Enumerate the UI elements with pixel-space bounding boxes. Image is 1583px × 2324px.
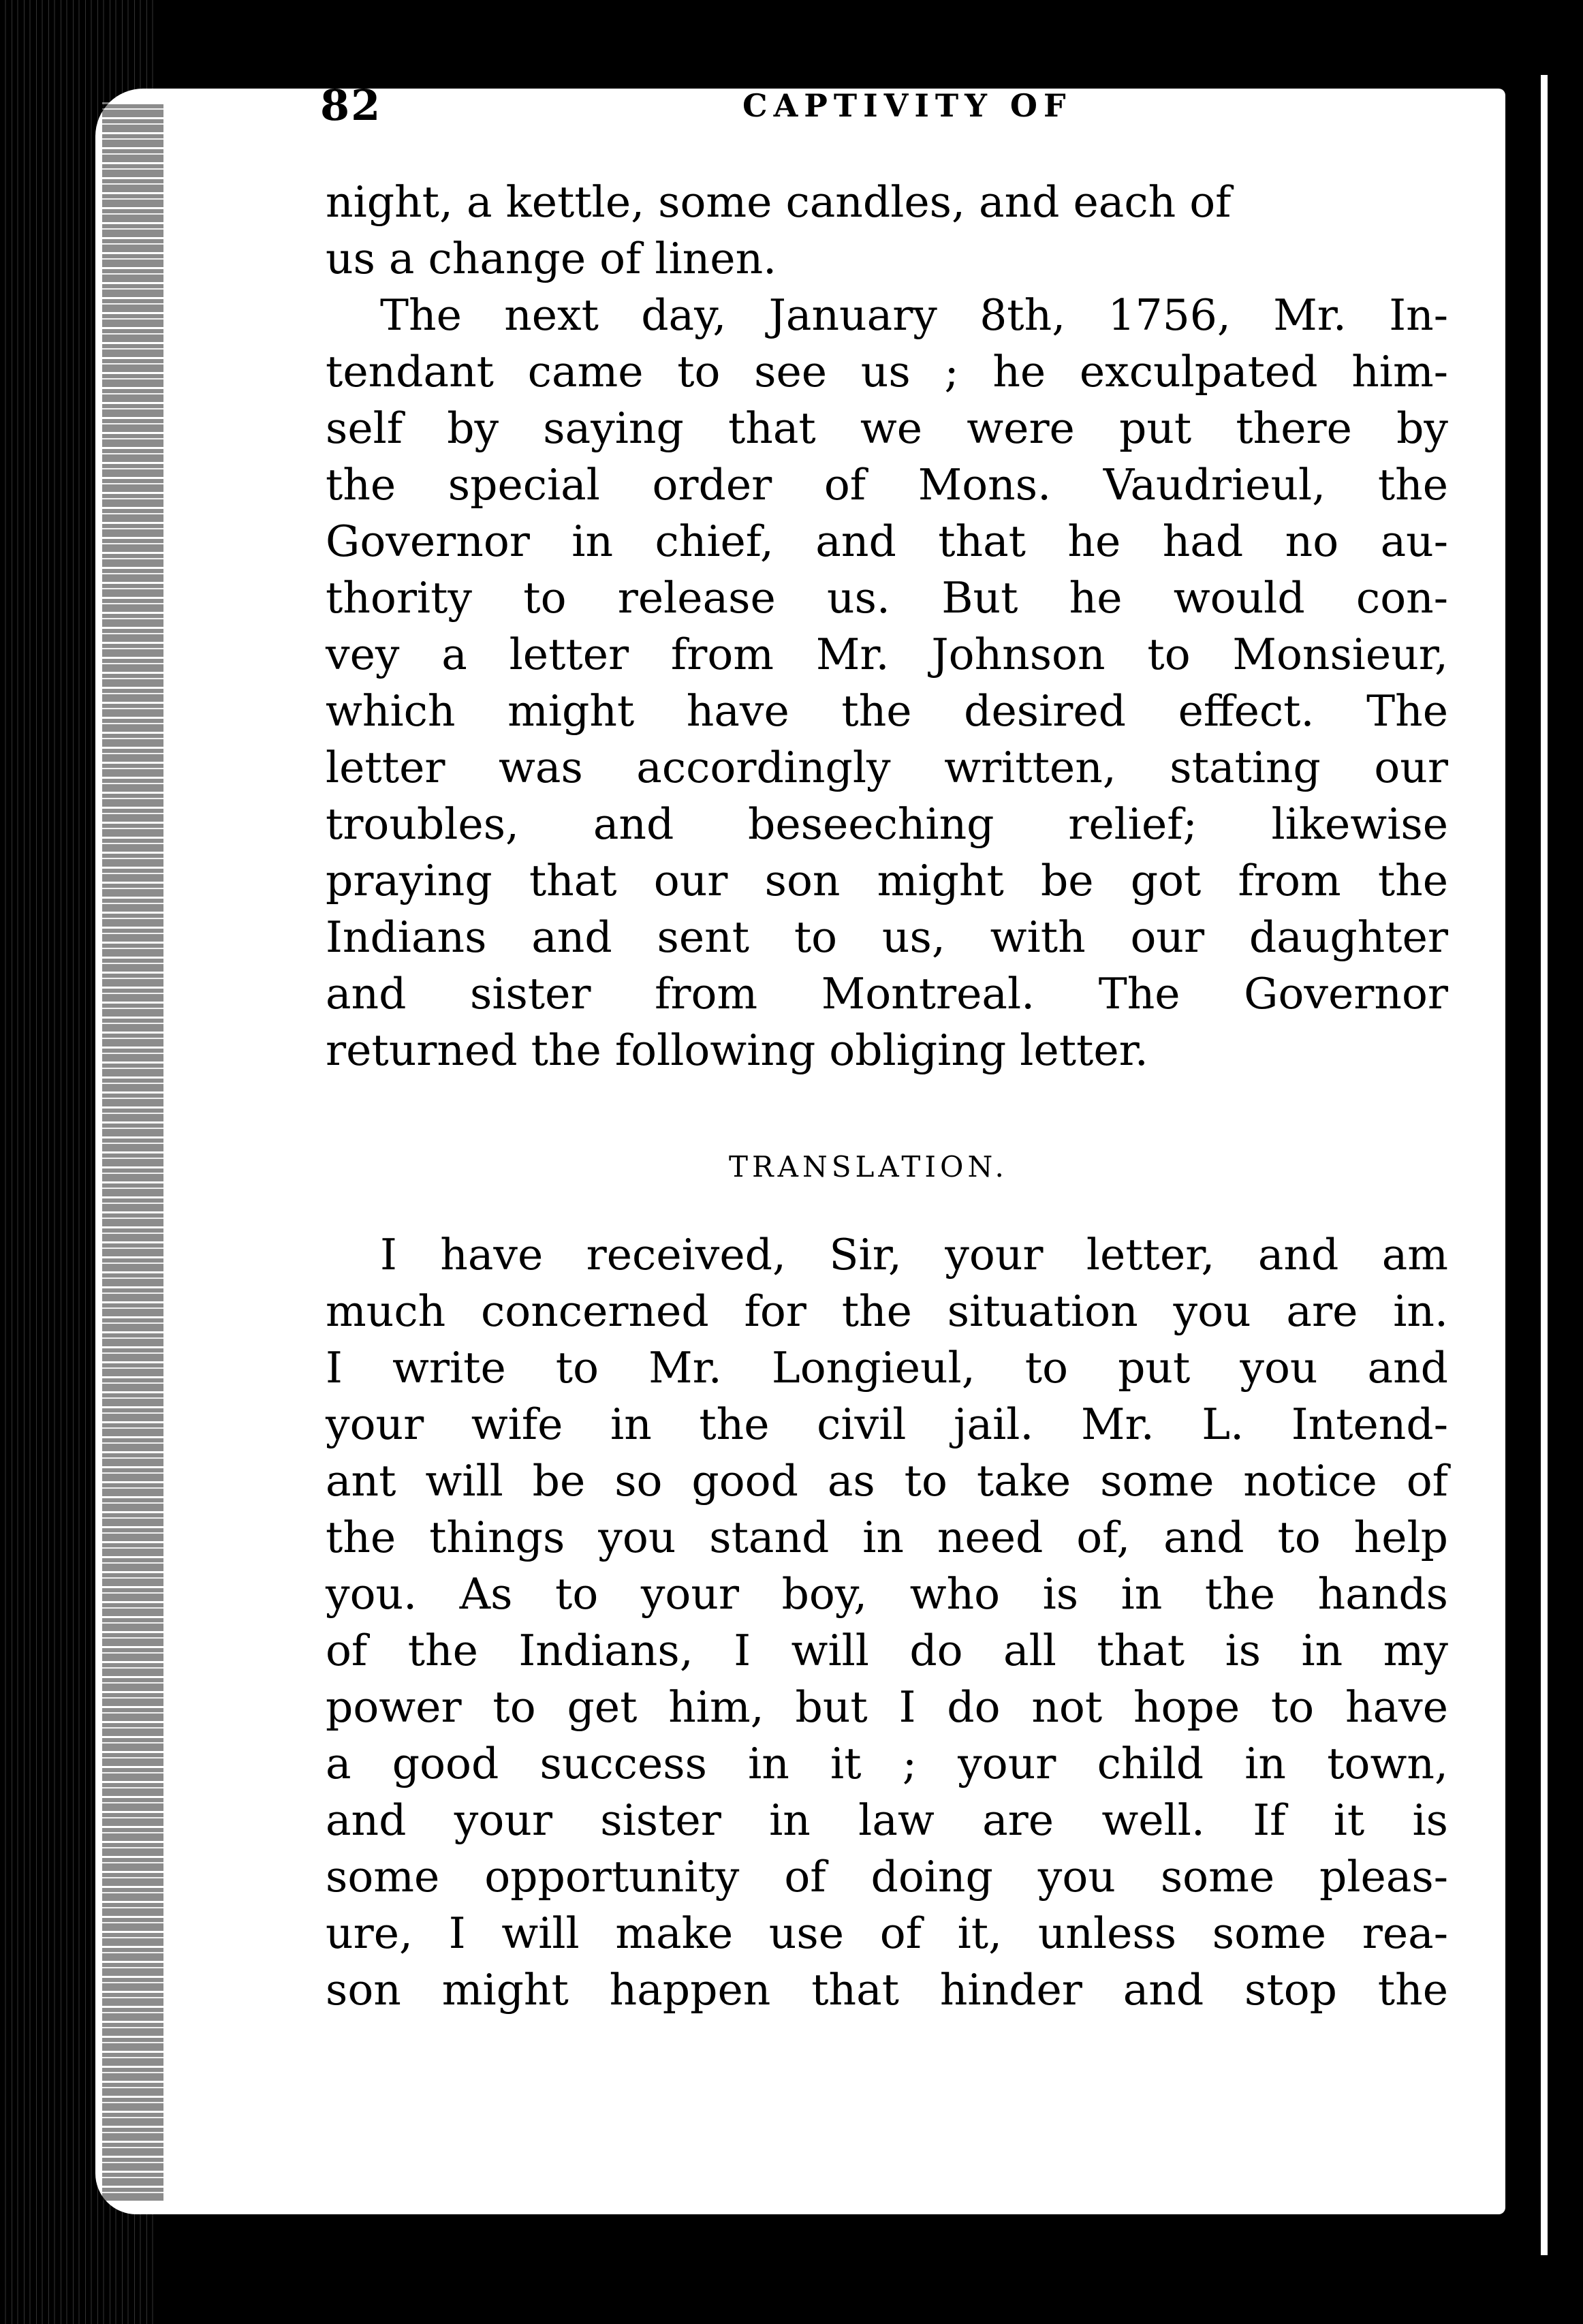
page-edge-shadow [102, 102, 163, 2201]
text-line: self by saying that we were put there by [326, 403, 1448, 453]
text-line: us a change of linen. [326, 234, 777, 283]
text-line: ant will be so good as to take some notice of [326, 1456, 1448, 1506]
text-line: tendant came to see us ; he exculpated him- [326, 347, 1448, 397]
text-line: returned the following obliging letter. [326, 1025, 1148, 1075]
letter-text [326, 1226, 1448, 2018]
text-line: and your sister in law are well. If it is [326, 1795, 1448, 1845]
text-line: Governor in chief, and that he had no au- [326, 516, 1448, 566]
text-line: ure, I will make use of it, unless some rea- [326, 1908, 1448, 1958]
text-line: I write to Mr. Longieul, to put you and [326, 1343, 1448, 1393]
text-line: night, a kettle, some candles, and each of [326, 177, 1232, 227]
page-number: 82 [320, 80, 382, 130]
text-line: your wife in the civil jail. Mr. L. Intend- [326, 1399, 1448, 1449]
text-line: the special order of Mons. Vaudrieul, the [326, 460, 1448, 510]
text-line: which might have the desired effect. The [326, 686, 1448, 736]
text-line: a good success in it ; your child in town, [326, 1739, 1448, 1788]
narrative-text [326, 174, 1448, 1079]
text-line: of the Indians, I will do all that is in my [326, 1626, 1448, 1675]
right-page-edge [1541, 75, 1548, 2255]
text-line: the things you stand in need of, and to help [326, 1513, 1448, 1562]
text-line: I have received, Sir, your letter, and am [380, 1230, 1448, 1280]
text-line: power to get him, but I do not hope to have [326, 1682, 1448, 1732]
text-line: letter was accordingly written, stating our [326, 743, 1448, 792]
page-header [320, 80, 1478, 135]
text-line: thority to release us. But he would con- [326, 573, 1448, 623]
text-line: and sister from Montreal. The Governor [326, 969, 1448, 1019]
text-line: praying that our son might be got from the [326, 856, 1448, 905]
text-line: you. As to your boy, who is in the hands [326, 1569, 1448, 1619]
translation-heading: TRANSLATION. [729, 1150, 1008, 1183]
text-line: troubles, and beseeching relief; likewise [326, 799, 1448, 849]
text-line: son might happen that hinder and stop the [326, 1965, 1448, 2015]
text-line: some opportunity of doing you some pleas- [326, 1852, 1448, 1902]
text-line: much concerned for the situation you are in. [326, 1286, 1448, 1336]
text-line: vey a letter from Mr. Johnson to Monsieur, [326, 630, 1448, 679]
text-line: The next day, January 8th, 1756, Mr. In- [380, 290, 1448, 340]
running-head: CAPTIVITY OF [742, 87, 1072, 124]
text-line: Indians and sent to us, with our daughter [326, 912, 1448, 962]
